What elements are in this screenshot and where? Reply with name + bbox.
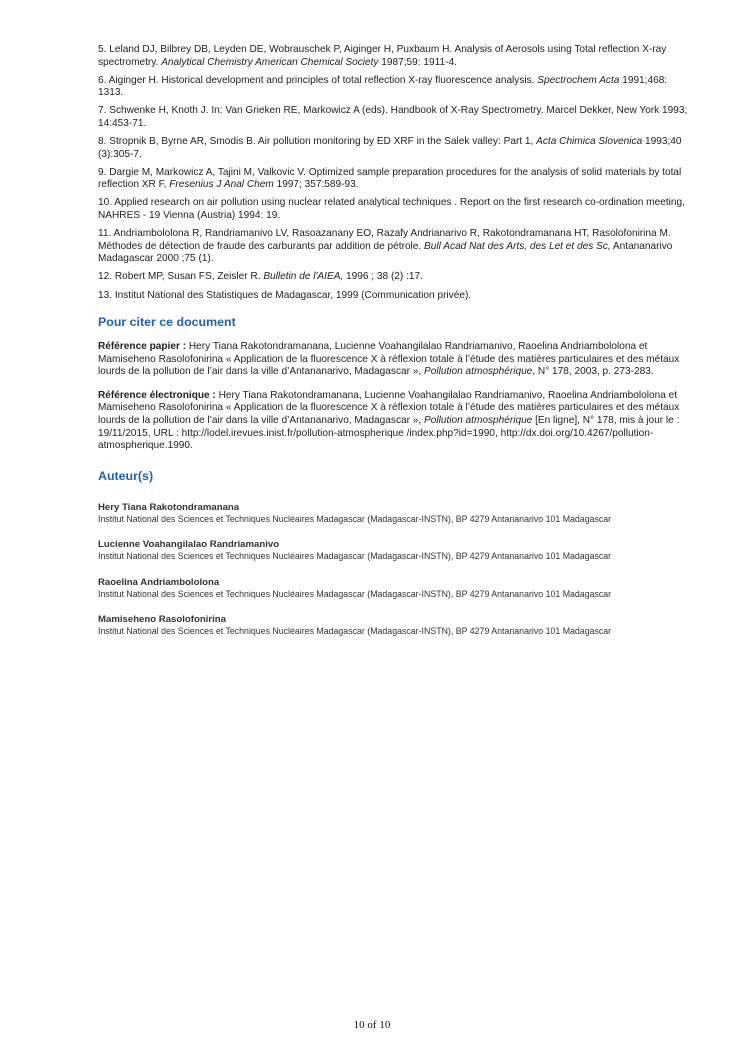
reference-text: 6. Aiginger H. Historical development and principles of total reflection X-ray fluorescence analysis. (98, 74, 538, 86)
author-entry (98, 539, 690, 563)
reference-item (98, 197, 690, 222)
reference-journal: Bulletin de l'AIEA, (263, 271, 344, 283)
author-affiliation: Institut National des Sciences et Techniques Nucléaires Madagascar (Madagascar-INSTN), BP 4279 Antananarivo 101 Madagascar (98, 588, 612, 599)
reference-journal: Fresenius J Anal Chem (169, 179, 274, 191)
reference-text: 5. Leland DJ, Bilbrey DB, Leyden DE, Wobrauschek P, Aiginger H, Puxbaum H. Analysis of Aerosols using Total reflection X-ray spectrometry. (98, 44, 667, 68)
reference-text: 9. Dargie M, Markowicz A, Tajini M, Valkovic V. Optimized sample preparation procedures for the analysis of solid materials by total reflection XR F, (98, 166, 682, 191)
electronic-reference-text: Hery Tiana Rakotondramanana, Lucienne Voahangilalao Randriamanivo, Raoelina Andriambololona et Mamiseheno Rasolofonirina « Application de la fluorescence X à réflexion totale à l’étude des matières particulaires et des métaux lourds de la pollution de l’air dans la ville d’Antananarivo, Madagascar », (98, 389, 680, 427)
author-list (98, 502, 690, 638)
author-affiliation: Institut National des Sciences et Techniques Nucléaires Madagascar (Madagascar-INSTN), BP 4279 Antananarivo 101 Madagascar (98, 626, 612, 637)
reference-text: 13. Institut National des Statistiques de Madagascar, 1999 (Communication privée). (98, 289, 472, 301)
author-name: Hery Tiana Rakotondramanana (98, 501, 240, 513)
reference-item (98, 44, 690, 69)
reference-details: 1993;40 (3):305-7. (98, 136, 682, 160)
reference-item (98, 75, 690, 100)
reference-details: 1987;59: 1911-4. (378, 56, 457, 68)
reference-text: 12. Robert MP, Susan FS, Zeisler R. (98, 271, 264, 283)
reference-text: 11. Andriambololona R, Randriamanivo LV, Rasoazanany EO, Razafy Andrianarivo R, Rakotondramanana HT, Rasolofonirina M. Méthodes de détection de fraude des carburants par addition de pétrole. (98, 228, 671, 252)
electronic-reference (98, 390, 690, 453)
author-name: Mamiseheno Rasolofonirina (98, 614, 226, 626)
reference-item (98, 105, 690, 130)
author-entry (98, 577, 690, 601)
reference-item (98, 228, 690, 266)
author-affiliation: Institut National des Sciences et Techniques Nucléaires Madagascar (Madagascar-INSTN), BP 4279 Antananarivo 101 Madagascar (98, 513, 612, 524)
authors-section-heading: Auteur(s) (98, 468, 154, 483)
reference-details: Antananarivo Madagascar 2000 ;75 (1). (98, 240, 673, 265)
paper-reference-journal: Pollution atmosphérique (424, 366, 533, 378)
reference-item (98, 167, 690, 192)
reference-journal: Spectrochem Acta (537, 74, 620, 86)
reference-journal: Bull Acad Nat des Arts, des Let et des Sc, (424, 240, 611, 252)
paper-reference-label: Référence papier : (98, 341, 187, 353)
reference-item (98, 136, 690, 161)
electronic-reference-details: [En ligne], N° 178, mis à jour le : 19/11/2015, URL : http://lodel.irevues.inist.fr/pollution-atmospherique /index.php?id=1990, http://dx.doi.org/10.4267/pollution-atmospherique.1990. (98, 415, 680, 452)
reference-list (98, 44, 690, 302)
author-affiliation: Institut National des Sciences et Techniques Nucléaires Madagascar (Madagascar-INSTN), BP 4279 Antananarivo 101 Madagascar (98, 551, 612, 562)
reference-text: 10. Applied research on air pollution using nuclear related analytical techniques . Report on the first research co-ordination meeting, NAHRES - 19 Vienna (Austria) 1994: 19. (98, 197, 685, 222)
electronic-reference-journal: Pollution atmosphérique (424, 415, 533, 427)
reference-journal: Acta Chimica Slovenica (536, 136, 643, 148)
author-entry (98, 502, 690, 526)
paper-reference-details: , N° 178, 2003, p. 273-283. (532, 366, 654, 378)
reference-details: 1997; 357:589-93. (273, 179, 359, 191)
page-number: 10 of 10 (353, 1019, 391, 1031)
paper-reference (98, 341, 690, 379)
paper-reference-text: Hery Tiana Rakotondramanana, Lucienne Voahangilalao Randriamanivo, Raoelina Andriambololona et Mamiseheno Rasolofonirina « Application de la fluorescence X à réflexion totale à l’étude des matières particulaires et des métaux lourds de la pollution de l’air dans la ville d’Antananarivo, Madagascar », (98, 341, 680, 378)
reference-item (98, 290, 690, 303)
reference-text: 8. Stropnik B, Byrne AR, Smodis B. Air pollution monitoring by ED XRF in the Salek valley: Part 1, (98, 136, 537, 148)
electronic-reference-label: Référence électronique : (98, 389, 216, 401)
document-body (98, 44, 690, 652)
reference-journal: Analytical Chemistry American Chemical Society (161, 56, 379, 68)
author-entry (98, 614, 690, 638)
reference-text: 7. Schwenke H, Knoth J. In: Van Grieken RE, Markowicz A (eds). Handbook of X-Ray Spectrometry. Marcel Dekker, New York 1993; 14:453-71. (98, 105, 688, 129)
reference-item (98, 271, 690, 284)
reference-details: 1991;468: 1313. (98, 74, 668, 99)
author-name: Lucienne Voahangilalao Randriamanivo (98, 539, 280, 551)
reference-details: 1996 ; 38 (2) :17. (343, 271, 423, 283)
author-name: Raoelina Andriambololona (98, 576, 220, 588)
cite-section-heading: Pour citer ce document (98, 315, 236, 330)
